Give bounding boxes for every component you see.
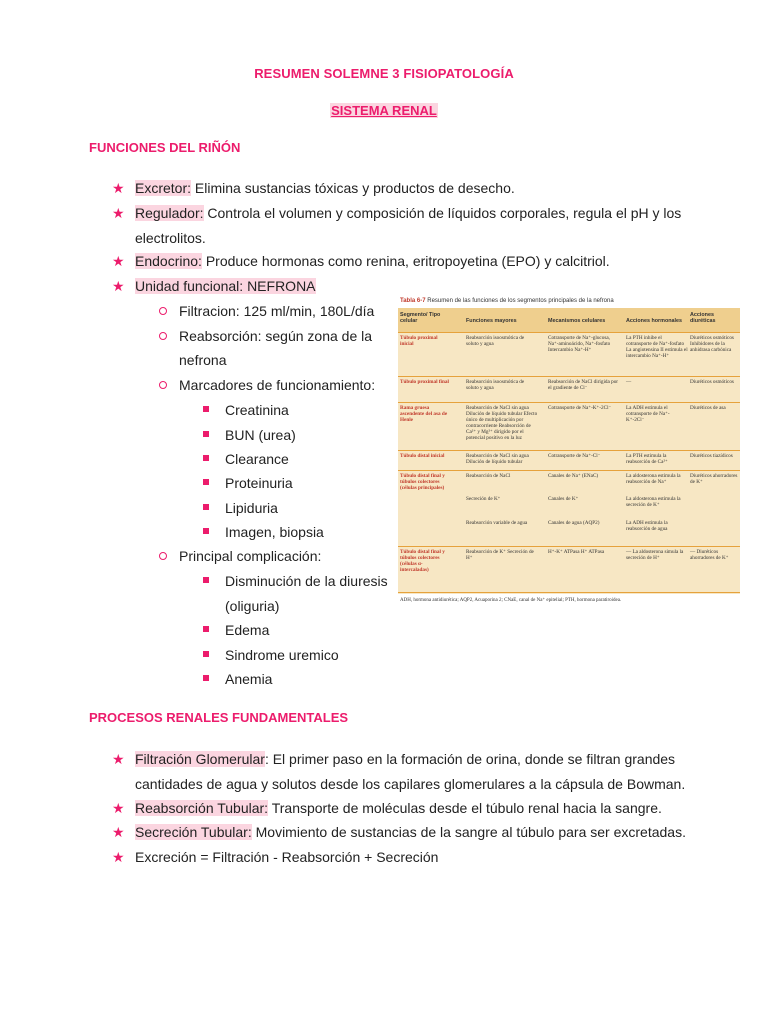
table-cell: Cotransporte de Na⁺-Cl⁻ — [548, 453, 601, 459]
text-secrecion: Movimiento de sustancias de la sangre al túbulo para ser excretadas. — [251, 824, 686, 840]
item-filtracion — [135, 750, 675, 768]
table-cell: Diuréticos de asa — [690, 405, 726, 411]
table-header-cell: Mecanismos celulares — [548, 318, 606, 324]
table-cell: Reabsorción isoosmótica de soluto y agua — [466, 335, 525, 347]
item-endocrino — [135, 252, 610, 270]
table-cell: Secreción de K⁺ — [466, 496, 501, 502]
table-cell: — Diuréticos ahorradores de K⁺ — [690, 549, 729, 561]
table-cell: Cotransporte de Na⁺-glucosa, Na⁺-aminoácido, Na⁺-fosfato Intercambio Na⁺-H⁺ — [548, 335, 611, 353]
table-cell: Canales de K⁺ — [548, 496, 579, 502]
label-reabsorcion: Reabsorción Tubular: — [135, 800, 269, 816]
complicacion-item: Anemia — [225, 671, 273, 687]
table-cell: Diuréticos tiazídicos — [690, 453, 733, 459]
table-cell: Diuréticos osmóticos Inhibidores de la anhidrasa carbónica — [690, 335, 734, 353]
label-secrecion: Secreción Tubular: — [135, 824, 252, 840]
table-footnote: ADH, hormona antidiurética; AQP2, Acuaporina 2; CNaE, canal de Na⁺ epitelial; PTH, hormona paratiroidea. — [400, 598, 622, 603]
table-header-cell: Acciones hormonales — [626, 318, 683, 324]
marcador-item: Imagen, biopsia — [225, 524, 324, 540]
sub-reabsorcion: Reabsorción: según zona de la — [179, 328, 373, 344]
table-cell: La PTH estimula la reabsorción de Ca²⁺ — [626, 453, 668, 465]
square-bullet-icon — [203, 577, 209, 583]
square-bullet-icon — [203, 675, 209, 681]
sub-marcadores: Marcadores de funcionamiento: — [179, 377, 376, 393]
item-secrecion — [135, 823, 686, 841]
star-bullet-icon: ★ — [112, 824, 125, 840]
marcador-item: BUN (urea) — [225, 427, 296, 443]
table-rule — [398, 470, 740, 471]
section-title — [0, 103, 768, 118]
table-rule — [398, 546, 740, 547]
table-body — [398, 308, 740, 594]
circle-bullet-icon — [159, 381, 167, 389]
circle-bullet-icon — [159, 552, 167, 560]
square-bullet-icon — [203, 479, 209, 485]
square-bullet-icon — [203, 455, 209, 461]
item-unidad — [135, 277, 316, 295]
nephron-table-figure — [398, 296, 740, 608]
star-bullet-icon: ★ — [112, 849, 125, 865]
table-cell-segment: Rama gruesa ascendente del asa de Henle — [400, 405, 448, 423]
sub-filtracion: Filtracion: 125 ml/min, 180L/día — [179, 303, 375, 319]
text-filtracion: : El primer paso en la formación de orina, donde se filtran grandes — [264, 751, 676, 767]
table-cell: H⁺-K⁺ ATPasa H⁺ ATPasa — [548, 549, 605, 555]
table-caption — [400, 298, 614, 304]
table-cell: La ADH estimula el cotransporte de Na⁺-K⁺-2Cl⁻ — [626, 405, 670, 423]
table-caption-number: Tabla 6-7 — [400, 298, 426, 304]
marcador-item: Clearance — [225, 451, 289, 467]
marcador-item: Proteinuria — [225, 475, 293, 491]
text-endocrino: Produce hormonas como renina, eritropoyetina (EPO) y calcitriol. — [201, 253, 610, 269]
table-cell-segment: Túbulo distal final y túbulos colectores (células α-intercaladas) — [400, 549, 445, 573]
heading-funciones: FUNCIONES DEL RIÑÓN — [89, 140, 241, 155]
star-bullet-icon: ★ — [112, 205, 125, 221]
label-regulador: Regulador: — [135, 205, 204, 221]
table-cell-segment: Túbulo distal final y túbulos colectores (células principales) — [400, 473, 445, 491]
sub-complicacion: Principal complicación: — [179, 548, 322, 564]
table-cell: Canales de agua (AQP2) — [548, 520, 600, 526]
heading-procesos: PROCESOS RENALES FUNDAMENTALES — [89, 710, 349, 725]
complicacion-item: Edema — [225, 622, 270, 638]
table-cell: La ADH estimula la reabsorción de agua — [626, 520, 668, 532]
label-unidad: Unidad funcional: NEFRONA — [135, 278, 316, 294]
marcador-item: Lipiduria — [225, 500, 278, 516]
table-cell: La aldosterona estimula la secreción de K⁺ — [626, 496, 681, 508]
table-header-cell: Segmento/ Tipo celular — [400, 312, 441, 324]
square-bullet-icon — [203, 528, 209, 534]
section-title-text: SISTEMA RENAL — [331, 103, 437, 118]
table-rule — [398, 450, 740, 451]
table-cell: — La aldosterona simula la secreción de H⁺ — [626, 549, 684, 561]
item-excretor — [135, 179, 515, 197]
star-bullet-icon: ★ — [112, 751, 125, 767]
table-cell: Reabsorción de K⁺ Secreción de H⁺ — [466, 549, 534, 561]
table-rule — [398, 376, 740, 377]
text-regulador-cont: electrolitos. — [135, 230, 206, 246]
square-bullet-icon — [203, 431, 209, 437]
item-reabsorcion — [135, 799, 662, 817]
circle-bullet-icon — [159, 307, 167, 315]
label-endocrino: Endocrino: — [135, 253, 202, 269]
sub-reabsorcion-cont: nefrona — [179, 352, 227, 368]
text-regulador: Controla el volumen y composición de líquidos corporales, regula el pH y los — [203, 205, 682, 221]
table-caption-text: Resumen de las funciones de los segmentos principales de la nefrona — [427, 298, 614, 304]
square-bullet-icon — [203, 504, 209, 510]
text-filtracion-cont: cantidades de agua y solutos desde los capilares glomerulares a la cápsula de Bowman. — [135, 776, 686, 792]
item-excrecion: Excreción = Filtración - Reabsorción + Secreción — [135, 849, 439, 865]
star-bullet-icon: ★ — [112, 253, 125, 269]
table-cell: La aldosterona estimula la reabsorción de Na⁺ — [626, 473, 681, 485]
square-bullet-icon — [203, 406, 209, 412]
table-cell: Reabsorción de NaCl sin agua Dilución de líquido tubular — [466, 453, 529, 465]
table-cell: Reabsorción isoosmótica de soluto y agua — [466, 379, 525, 391]
star-bullet-icon: ★ — [112, 180, 125, 196]
marcador-item: Creatinina — [225, 402, 289, 418]
complicacion-item: Sindrome uremico — [225, 647, 339, 663]
text-excretor: Elimina sustancias tóxicas y productos de desecho. — [191, 180, 515, 196]
document-title: RESUMEN SOLEMNE 3 FISIOPATOLOGÍA — [254, 66, 514, 81]
table-header-cell: Funciones mayores — [466, 318, 517, 324]
complicacion-item: Disminución de la diuresis — [225, 573, 388, 589]
table-cell: La PTH inhibe el cotransporte de Na⁺-fosfato La angiotensina II estimula el intercambio Na⁺-H⁺ — [626, 335, 688, 359]
table-cell-segment: Túbulo distal inicial — [400, 453, 445, 459]
table-rule — [398, 332, 740, 333]
complicacion-item-cont: (oliguria) — [225, 598, 280, 614]
table-cell: Reabsorción de NaCl — [466, 473, 511, 479]
table-cell-segment: Túbulo proximal inicial — [400, 335, 438, 347]
table-rule — [398, 592, 740, 593]
table-cell: Diuréticos ahorradores de K⁺ — [690, 473, 738, 485]
table-cell: Cotransporte de Na⁺-K⁺-2Cl⁻ — [548, 405, 612, 411]
text-reabsorcion: Transporte de moléculas desde el túbulo renal hacia la sangre. — [268, 800, 662, 816]
table-cell: Reabsorción de NaCl dirigida por el gradiente de Cl⁻ — [548, 379, 619, 391]
table-cell: Canales de Na⁺ (ENaC) — [548, 473, 599, 479]
circle-bullet-icon — [159, 332, 167, 340]
table-cell: — — [626, 379, 632, 385]
table-cell-segment: Túbulo proximal final — [400, 379, 449, 385]
table-cell: Reabsorción de NaCl sin agua Dilución de líquido tubular Efecto único de multiplicación por contracorriente Reabsorción de Ca²⁺ y Mg²⁺ dirigido por el potencial positivo en la luz — [466, 405, 538, 441]
table-cell: Reabsorción variable de agua — [466, 520, 528, 526]
label-excretor: Excretor: — [135, 180, 192, 196]
label-filtracion: Filtración Glomerular — [135, 751, 265, 767]
table-header-cell: Acciones diuréticas — [690, 312, 716, 324]
item-regulador — [135, 204, 681, 222]
square-bullet-icon — [203, 626, 209, 632]
table-cell: Diuréticos osmóticos — [690, 379, 734, 385]
star-bullet-icon: ★ — [112, 278, 125, 294]
table-rule — [398, 402, 740, 403]
star-bullet-icon: ★ — [112, 800, 125, 816]
table-header — [398, 308, 740, 332]
square-bullet-icon — [203, 651, 209, 657]
